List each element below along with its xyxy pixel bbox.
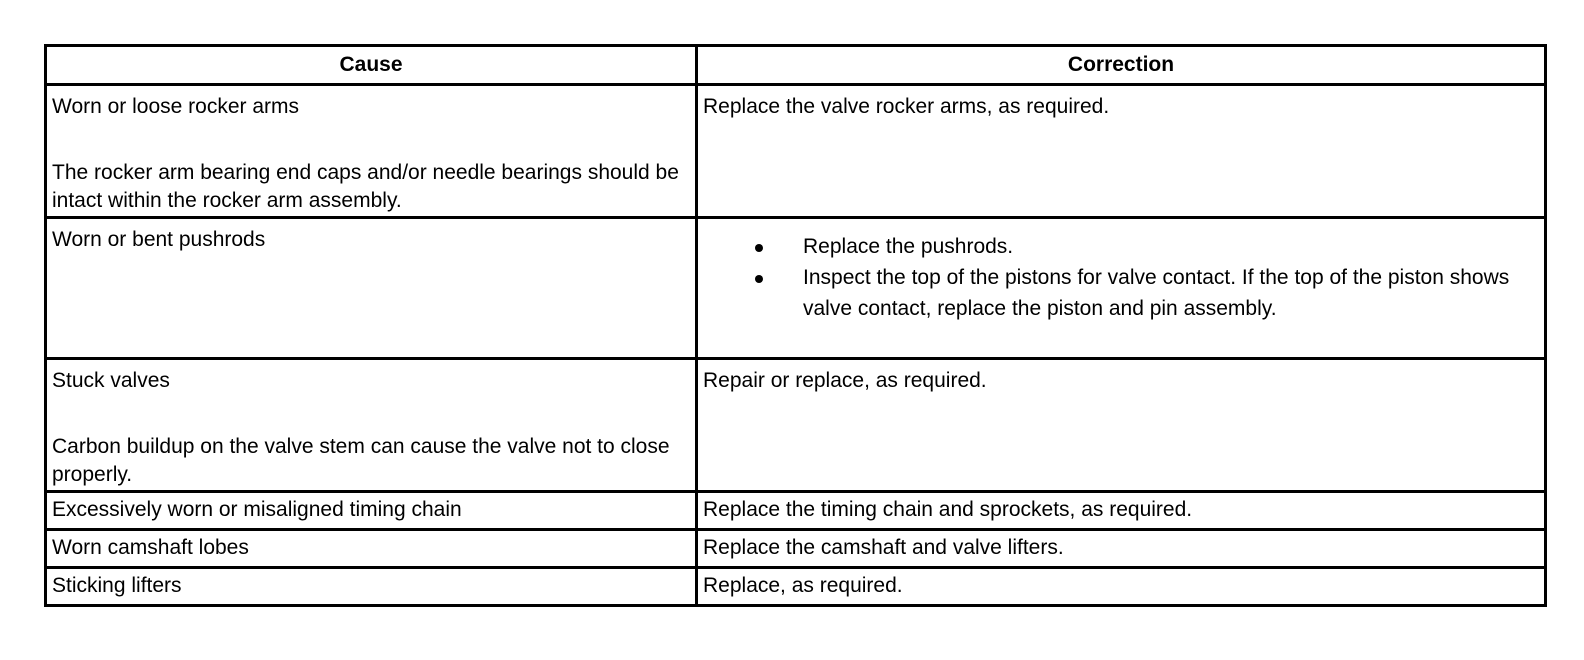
correction-cell	[697, 530, 1546, 568]
list-item	[803, 231, 1524, 262]
cause-text: Worn or loose rocker arms	[52, 95, 300, 118]
header-correction: Correction	[697, 46, 1546, 85]
cause-text: Excessively worn or misaligned timing chain	[52, 498, 462, 521]
table-row	[46, 359, 1546, 492]
bullet-text: Replace the pushrods.	[803, 235, 1014, 258]
cause-note: The rocker arm bearing end caps and/or needle bearings should be intact within the rocker arm assembly.	[52, 161, 679, 212]
cause-text: Stuck valves	[52, 369, 170, 392]
cause-text: Sticking lifters	[52, 574, 182, 597]
table-row	[46, 530, 1546, 568]
table-row	[46, 218, 1546, 359]
correction-cell	[697, 568, 1546, 606]
diagnosis-table-container	[44, 44, 1544, 607]
correction-cell	[697, 85, 1546, 218]
bullet-icon	[755, 275, 763, 283]
bullet-text: Inspect the top of the pistons for valve contact. If the top of the piston shows valve contact, replace the piston and pin assembly.	[803, 266, 1510, 320]
correction-text: Repair or replace, as required.	[703, 369, 987, 392]
correction-text: Replace the timing chain and sprockets, as required.	[703, 498, 1193, 521]
correction-cell	[697, 359, 1546, 492]
table-header-row	[46, 46, 1546, 85]
table-row	[46, 492, 1546, 530]
correction-cell	[697, 492, 1546, 530]
cause-text: Worn or bent pushrods	[52, 228, 266, 251]
correction-text: Replace the valve rocker arms, as required.	[703, 95, 1110, 118]
cause-correction-table	[44, 44, 1547, 607]
correction-bullet-list	[703, 219, 1544, 324]
bullet-icon	[755, 244, 763, 252]
cause-cell	[46, 85, 697, 218]
cause-cell	[46, 568, 697, 606]
cause-cell	[46, 218, 697, 359]
header-cause: Cause	[46, 46, 697, 85]
table-row	[46, 568, 1546, 606]
correction-text: Replace the camshaft and valve lifters.	[703, 536, 1064, 559]
cause-text: Worn camshaft lobes	[52, 536, 249, 559]
list-item	[803, 262, 1524, 324]
cause-cell	[46, 530, 697, 568]
table-row	[46, 85, 1546, 218]
correction-text: Replace, as required.	[703, 574, 903, 597]
cause-cell	[46, 359, 697, 492]
cause-cell	[46, 492, 697, 530]
cause-note: Carbon buildup on the valve stem can cause the valve not to close properly.	[52, 435, 670, 486]
correction-cell	[697, 218, 1546, 359]
